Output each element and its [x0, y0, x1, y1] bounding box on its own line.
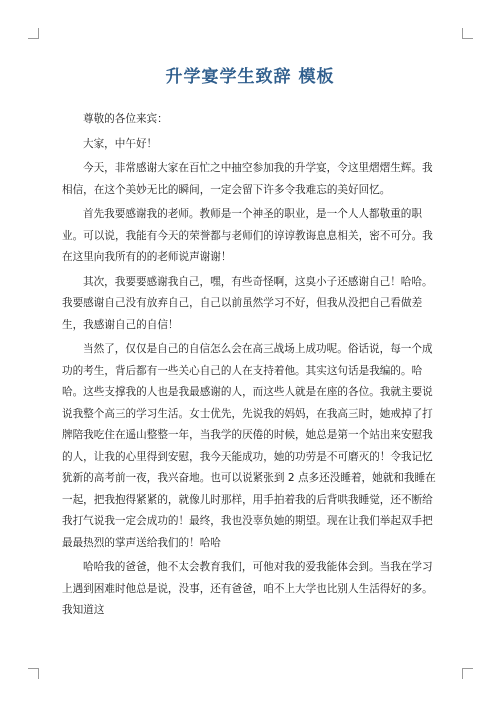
- crop-mark-bottom-right: [462, 668, 473, 679]
- paragraph-self: 其次，我要要感谢我自己，嘿，有些奇怪啊，这臭小子还感谢自己！哈哈。我要感谢自己没有放弃自己，自己以前虽然学习不好，但我从没把自己看做差生，我感谢自己的自信！: [62, 275, 433, 331]
- paragraph-thanks: 今天，非常感谢大家在百忙之中抽空参加我的升学宴，令这里熠熠生辉。我相信，在这个美妙无比的瞬间，一定会留下许多令我难忘的美好回忆。: [62, 162, 433, 196]
- paragraph-mother: 当然了，仅仅是自己的自信怎么会在高三战场上成功呢。俗话说，每一个成功的考生，背后都有一些关心自己的人在支持着他。其实这句话是我编的。哈哈。这些支撑我的人也是我最感谢的人，而这些人就是在座的各位。我就主要说说我整个高三的学习生活。女士优先，先说我的妈妈，在我高三时，她戒掉了打牌陪我吃住在遥山整整一年，当我学的厌倦的时候，她总是第一个站出来安慰我的人，让我的心里得到安慰，我今天能成功，她的功劳是不可磨灭的！令我记忆犹新的高考前一夜，我兴奋地。也可以说紧张到 2 点多还没睡着，她就和我睡在一起，把我抱得紧紧的，就像儿时那样，用手拍着我的后背哄我睡觉，还不断给我打气说我一定会成功的！最终，我也没辜负她的期望。现在让我们举起双手把最最热烈的掌声送给我们的！哈哈: [62, 343, 436, 549]
- paragraph-father: 哈哈我的爸爸，他不太会教育我们，可他对我的爱我能体会到。当我在学习上遇到困难时他总是说，没事，还有爸爸，咱不上大学也比别人生活得好的多。我知道这: [62, 561, 433, 616]
- crop-mark-top-right: [462, 28, 473, 39]
- greeting: 大家，中午好！: [83, 137, 158, 150]
- crop-mark-top-left: [28, 28, 39, 39]
- paragraph-teachers: 首先我要感谢我的老师。教师是一个神圣的职业，是一个人人都敬重的职业。可以说，我能有今天的荣誉都与老师们的谆谆教诲息息相关，密不可分。我在这里向我所有的的老师说声谢谢！: [62, 208, 433, 263]
- crop-mark-bottom-left: [28, 668, 39, 679]
- salutation: 尊敬的各位来宾：: [83, 113, 168, 125]
- document-title: 升学宴学生致辞 模板: [165, 67, 335, 87]
- document-body: [62, 109, 438, 625]
